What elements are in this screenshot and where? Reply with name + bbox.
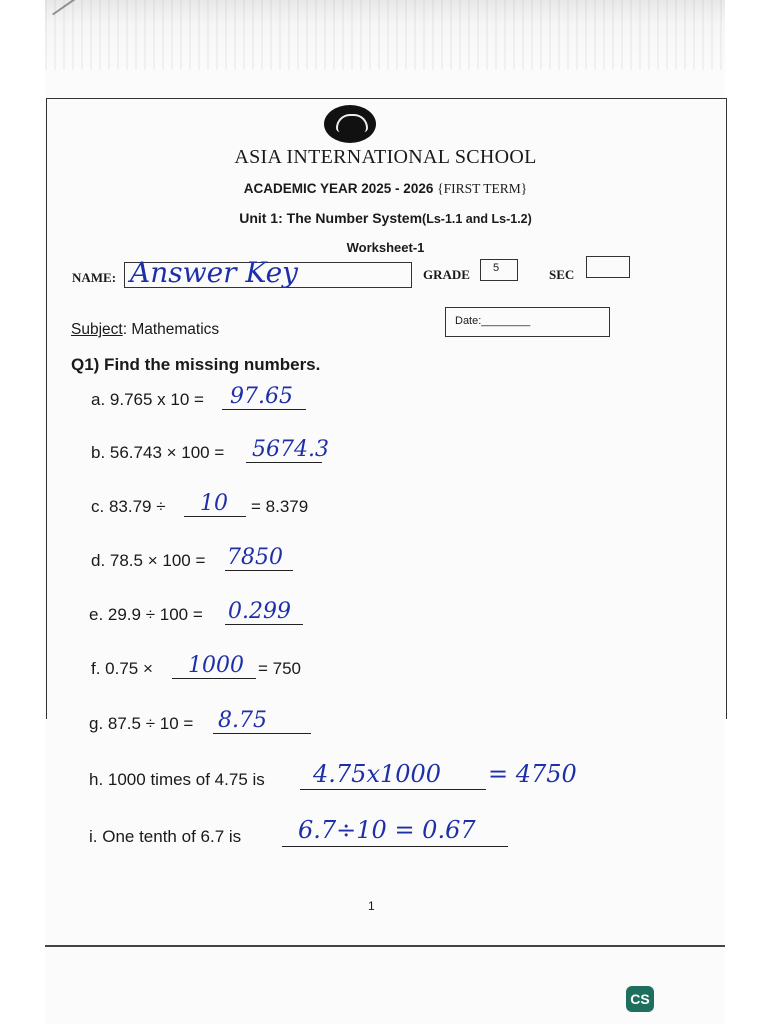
academic-year — [46, 181, 725, 197]
question-item-f: f. 0.75 × — [91, 659, 153, 678]
question-item-c: c. 83.79 ÷ — [91, 497, 166, 516]
subject-value: : Mathematics — [122, 321, 220, 338]
question-item-f-result: = 750 — [258, 659, 302, 678]
grade-label: GRADE — [423, 267, 470, 282]
page-number: 1 — [368, 899, 375, 913]
school-name: ASIA INTERNATIONAL SCHOOL — [234, 146, 537, 168]
question-item-c-result: = 8.379 — [251, 497, 309, 516]
answer-d: 7850 — [227, 545, 283, 570]
answer-e: 0.299 — [228, 599, 291, 624]
question-item-e: e. 29.9 ÷ 100 = — [89, 605, 203, 624]
sec-field[interactable] — [586, 256, 630, 278]
date-label: Date:________ — [455, 315, 531, 327]
term-text: {FIRST TERM} — [437, 181, 528, 196]
question-item-d: d. 78.5 × 100 = — [91, 551, 206, 570]
footer-divider — [45, 945, 725, 947]
name-label: NAME: — [72, 270, 117, 285]
camscanner-badge-icon: CS — [626, 986, 654, 1012]
answer-h: 4.75x1000 — [313, 760, 442, 788]
answer-g: 8.75 — [218, 708, 267, 733]
scan-shadow — [45, 0, 725, 70]
answer-c: 10 — [200, 491, 228, 516]
answer-f: 1000 — [188, 653, 244, 678]
question-item-a: a. 9.765 x 10 = — [91, 390, 204, 409]
subject-line — [71, 321, 219, 339]
answer-i: 6.7÷10 = 0.67 — [298, 816, 476, 844]
answer-a: 97.65 — [230, 384, 293, 409]
grade-value: 5 — [493, 262, 500, 274]
question-item-g: g. 87.5 ÷ 10 = — [89, 714, 194, 733]
worksheet-label: Worksheet-1 — [346, 240, 425, 255]
sec-label: SEC — [549, 267, 575, 282]
unit-title — [46, 210, 725, 226]
subject-label: Subject — [71, 321, 123, 338]
school-logo-icon — [324, 105, 376, 143]
answer-b: 5674.3 — [252, 437, 329, 462]
unit-text: Unit 1: The Number System — [239, 210, 423, 226]
academic-year-text: ACADEMIC YEAR 2025 - 2026 — [243, 181, 434, 196]
question-item-b: b. 56.743 × 100 = — [91, 443, 225, 462]
question-item-h: h. 1000 times of 4.75 is — [89, 770, 265, 789]
unit-ls-text: (Ls-1.1 and Ls-1.2) — [422, 212, 532, 226]
answer-h-result: = 4750 — [488, 760, 577, 788]
question-item-i: i. One tenth of 6.7 is — [89, 827, 242, 846]
name-value: Answer Key — [130, 256, 298, 289]
question-title: Q1) Find the missing numbers. — [71, 355, 321, 374]
